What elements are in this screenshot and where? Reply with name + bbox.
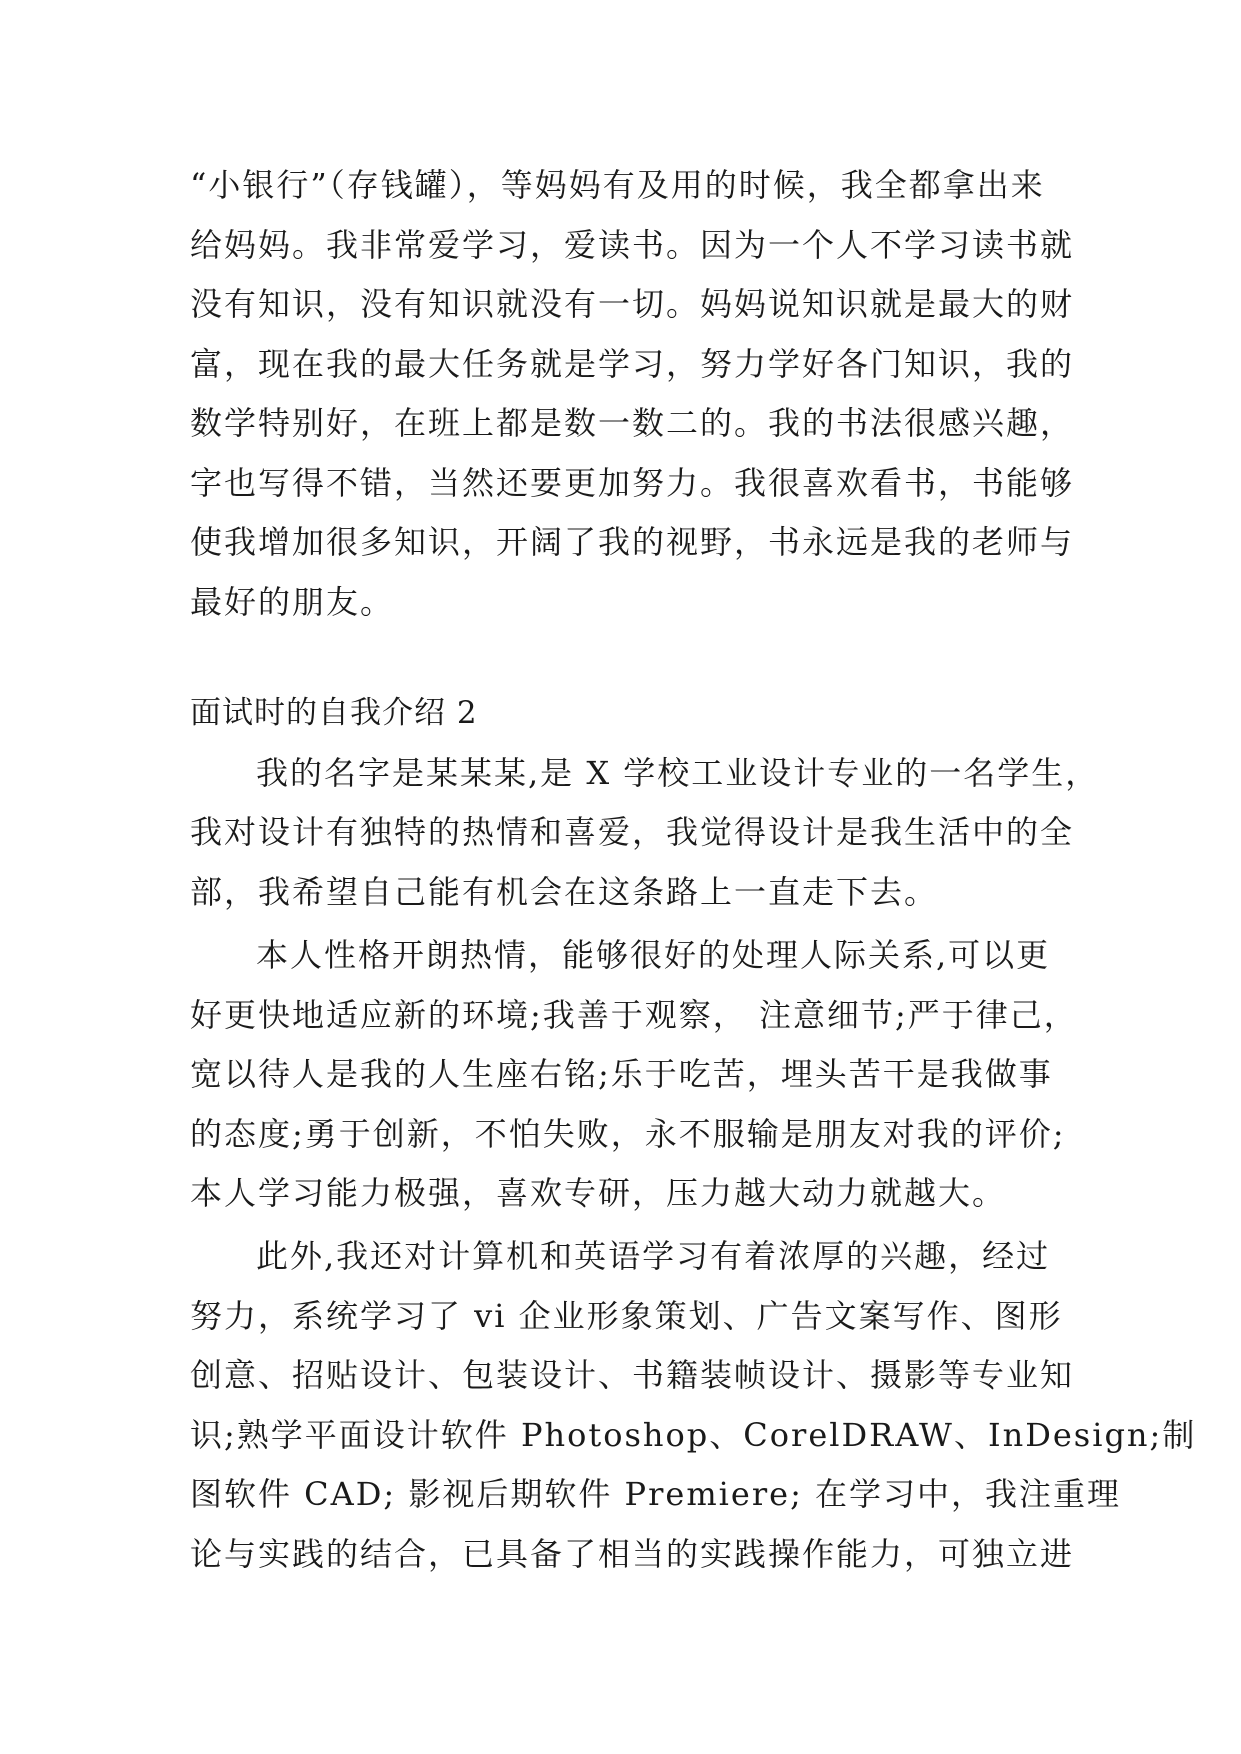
section-title: 面试时的自我介绍 2 [190,695,478,731]
text-line: 我的名字是某某某,是 X 学校工业设计专业的一名学生， [256,754,1100,792]
text-line: 创意、招贴设计、包装设计、书籍装帧设计、摄影等专业知 [190,1356,1075,1394]
text-line: 给妈妈。我非常爱学习，爱读书。因为一个人不学习读书就 [190,226,1075,264]
text-line: 使我增加很多知识，开阔了我的视野，书永远是我的老师与 [190,523,1075,561]
text-line: 数学特别好，在班上都是数一数二的。我的书法很感兴趣， [190,404,1075,442]
text-line: 此外,我还对计算机和英语学习有着浓厚的兴趣，经过 [256,1237,1051,1275]
text-line: 的态度;勇于创新，不怕失败，永不服输是朋友对我的评价; [190,1115,1066,1153]
text-line: 努力，系统学习了 vi 企业形象策划、广告文案写作、图形 [190,1297,1063,1335]
text-line: “小银行”（存钱罐），等妈妈有及用的时候，我全都拿出来 [190,166,1045,204]
text-line: 论与实践的结合，已具备了相当的实践操作能力，可独立进 [190,1535,1075,1573]
text-line: 本人性格开朗热情，能够很好的处理人际关系,可以更 [256,936,1051,974]
text-line: 图软件 CAD; 影视后期软件 Premiere; 在学习中，我注重理 [190,1475,1122,1513]
text-line: 本人学习能力极强，喜欢专研，压力越大动力就越大。 [190,1174,1007,1212]
text-line: 识;熟学平面设计软件 Photoshop、CorelDRAW、InDesign;制 [190,1416,1197,1454]
text-line: 好更快地适应新的环境;我善于观察， 注意细节;严于律己， [190,996,1078,1034]
text-line: 没有知识，没有知识就没有一切。妈妈说知识就是最大的财 [190,285,1075,323]
text-line: 宽以待人是我的人生座右铭;乐于吃苦，埋头苦干是我做事 [190,1055,1053,1093]
text-line: 字也写得不错，当然还要更加努力。我很喜欢看书，书能够 [190,464,1075,502]
text-line: 我对设计有独特的热情和喜爱，我觉得设计是我生活中的全 [190,813,1075,851]
text-line: 最好的朋友。 [190,583,395,621]
text-line: 部，我希望自己能有机会在这条路上一直走下去。 [190,873,939,911]
text-line: 富，现在我的最大任务就是学习，努力学好各门知识，我的 [190,345,1075,383]
